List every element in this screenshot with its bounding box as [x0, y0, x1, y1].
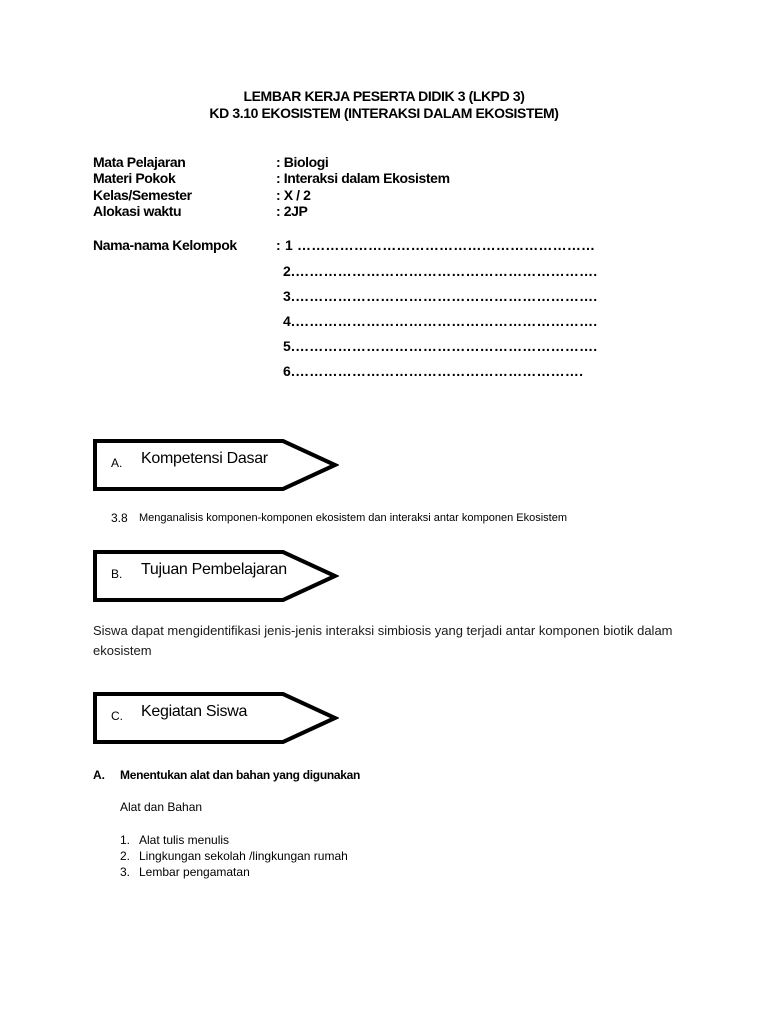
- list-item: Lingkungan sekolah /lingkungan rumah: [139, 849, 348, 863]
- info-label-kelas-semester: Kelas/Semester: [93, 187, 192, 203]
- kd-text: Menganalisis komponen-komponen ekosistem dan interaksi antar komponen Ekosistem: [139, 512, 568, 524]
- alat-bahan-subheading: Alat dan Bahan: [120, 800, 203, 814]
- group-member-line: 3.……………………………………………………….: [283, 288, 598, 304]
- document-title-line2: KD 3.10 EKOSISTEM (INTERAKSI DALAM EKOSISTEM): [209, 105, 559, 121]
- list-item-number: 3.: [120, 865, 131, 879]
- info-label-alokasi-waktu: Alokasi waktu: [93, 203, 182, 219]
- section-c-banner: [93, 692, 339, 744]
- section-b-banner: [93, 550, 339, 602]
- section-c-heading: Kegiatan Siswa: [141, 703, 248, 720]
- group-label: Nama-nama Kelompok: [93, 237, 237, 253]
- info-value-alokasi-waktu: : 2JP: [276, 203, 308, 219]
- info-value-materi-pokok: : Interaksi dalam Ekosistem: [276, 170, 450, 186]
- info-value-kelas-semester: : X / 2: [276, 187, 311, 203]
- info-label-materi-pokok: Materi Pokok: [93, 170, 176, 186]
- tujuan-text-line1: Siswa dapat mengidentifikasi jenis-jenis interaksi simbiosis yang terjadi antar komponen biotik dalam: [93, 623, 673, 638]
- step-a-letter: A.: [93, 768, 105, 782]
- group-member-line: 4.……………………………………………………….: [283, 313, 598, 329]
- section-c-letter: C.: [111, 709, 123, 723]
- section-a-heading: Kompetensi Dasar: [141, 450, 268, 467]
- list-item-number: 1.: [120, 833, 131, 847]
- section-b-heading: Tujuan Pembelajaran: [141, 561, 287, 578]
- section-b-letter: B.: [111, 567, 123, 581]
- group-member-line: 6.…………………………………………………….: [283, 363, 584, 379]
- tujuan-text-line2: ekosistem: [93, 643, 152, 658]
- list-item: Alat tulis menulis: [139, 833, 230, 847]
- group-member-line: : 1 ………………………………………………………: [276, 237, 596, 253]
- group-member-line: 5.……………………………………………………….: [283, 338, 598, 354]
- group-member-line: 2.……………………………………………………….: [283, 263, 598, 279]
- list-item-number: 2.: [120, 849, 131, 863]
- step-a-title: Menentukan alat dan bahan yang digunakan: [120, 768, 361, 782]
- info-value-mata-pelajaran: : Biologi: [276, 154, 329, 170]
- info-label-mata-pelajaran: Mata Pelajaran: [93, 154, 186, 170]
- section-a-letter: A.: [111, 456, 123, 470]
- list-item: Lembar pengamatan: [139, 865, 250, 879]
- kd-number: 3.8: [111, 511, 128, 525]
- document-title-line1: LEMBAR KERJA PESERTA DIDIK 3 (LKPD 3): [243, 88, 525, 104]
- section-a-banner: [93, 439, 339, 491]
